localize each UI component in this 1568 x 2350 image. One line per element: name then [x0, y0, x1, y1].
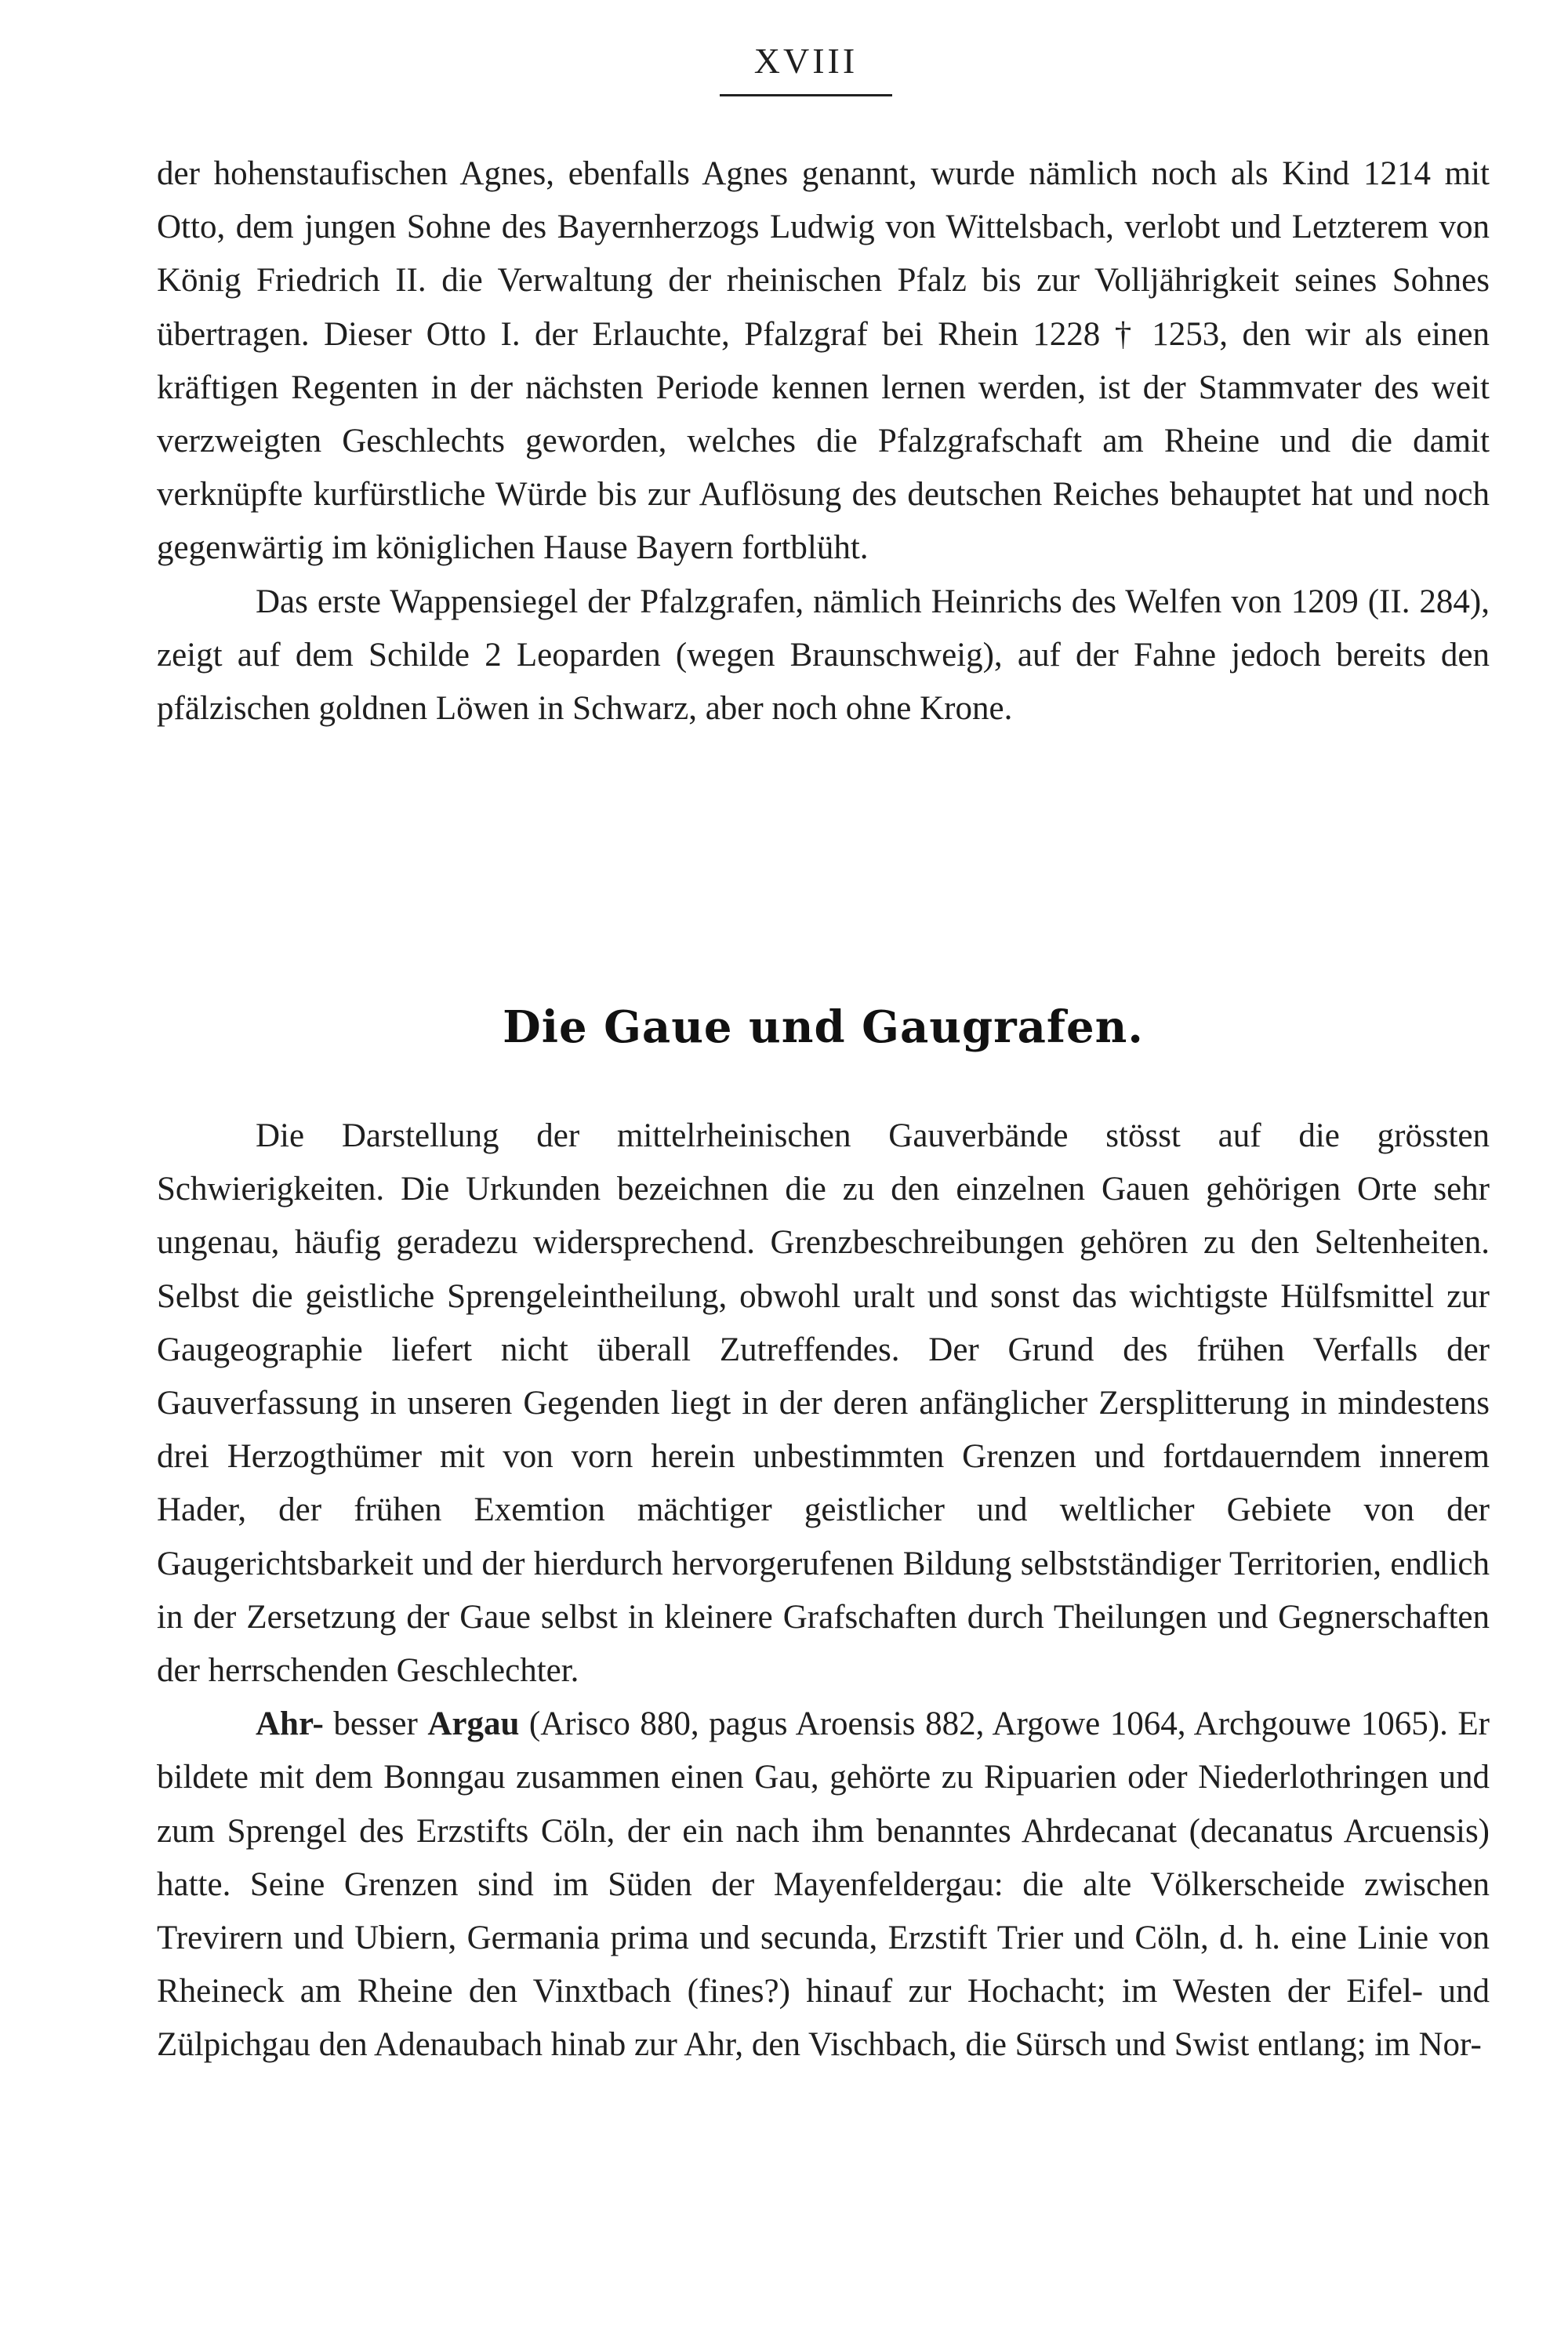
entry-connector: besser [323, 1705, 428, 1743]
paragraph: Das erste Wappensiegel der Pfalzgrafen, nämlich Heinrichs des Welfen von 1209 (II. 284), zeigt auf dem Schilde 2 Leoparden (wegen Braunschweig), auf der Fahne jedoch bereits den pfälzischen goldnen Löwen in Schwarz, aber noch ohne Krone. [157, 583, 1490, 728]
page-header [720, 36, 892, 96]
paragraph: der hohenstaufischen Agnes, ebenfalls Agnes genannt, wurde nämlich noch als Kind 1214 mit Otto, dem jungen Sohne des Bayernherzogs Ludwig von Wittelsbach, verlobt und Letzterem von König Friedrich II. die Verwaltung der rheinischen Pfalz bis zur Volljährigkeit seines Sohnes übertragen. Dieser Otto I. der Erlauchte, Pfalzgraf bei Rhein 1228 † 1253, den wir als einen kräftigen Regenten in der nächsten Periode kennen lernen werden, ist der Stammvater des weit verzweigten Geschlechts geworden, welches die Pfalzgrafschaft am Rheine und die damit verknüpfte kurfürstliche Würde bis zur Auflösung des deutschen Reiches behauptet hat und noch gegenwärtig im königlichen Hause Bayern fortblüht. [157, 155, 1490, 567]
page-number: XVIII [753, 41, 858, 81]
header-rule [720, 94, 892, 96]
text-section-continuation [157, 147, 1490, 736]
entry-text: (Arisco 880, pagus Aroensis 882, Argowe 1064, Archgouwe 1065). Er bildete mit dem Bonngau zusammen einen Gau, gehörte zu Ripuarien oder Niederlothringen und zum Sprengel des Erzstifts Cöln, der ein nach ihm benanntes Ahrdecanat (decanatus Arcuensis) hatte. Seine Grenzen sind im Süden der Mayenfeldergau: die alte Völkerscheide zwischen Trevirern und Ubiern, Germania prima und secunda, Erzstift Trier und Cöln, d. h. eine Linie von Rheineck am Rheine den Vinxtbach (fines?) hinauf zur Hochacht; im Westen der Eifel- und Zülpichgau den Adenaubach hinab zur Ahr, den Vischbach, die Sürsch und Swist entlang; im Nor- [157, 1705, 1490, 2064]
entry-term: Argau [427, 1705, 520, 1743]
gau-entry-paragraph [157, 1698, 1490, 2072]
paragraph: Die Darstellung der mittelrheinischen Gauverbände stösst auf die grössten Schwierigkeiten. Die Urkunden bezeichnen die zu den einzelnen Gauen gehörigen Orte sehr ungenau, häufig geradezu widersprechend. Grenzbeschreibungen gehören zu den Seltenheiten. Selbst die geistliche Sprengeleintheilung, obwohl uralt und sonst das wichtigste Hülfsmittel zur Gaugeographie liefert nicht überall Zutreffendes. Der Grund des frühen Verfalls der Gauverfassung in unseren Gegenden liegt in der deren anfänglicher Zersplitterung in mindestens drei Herzogthümer mit von vorn herein unbestimmten Grenzen und fortdauerndem innerem Hader, der frühen Exemtion mächtiger geistlicher und weltlicher Gebiete von der Gaugerichtsbarkeit und der hierdurch hervorgerufenen Bildung selbstständiger Territorien, endlich in der Zersetzung der Gaue selbst in kleinere Grafschaften durch Theilungen und Gegnerschaften der herrschenden Geschlechter. [157, 1117, 1490, 1690]
entry-term: Ahr- [256, 1705, 324, 1743]
text-section-gaue [157, 1110, 1490, 2072]
section-heading: Die Gaue und Gaugrafen. [503, 1001, 1144, 1053]
